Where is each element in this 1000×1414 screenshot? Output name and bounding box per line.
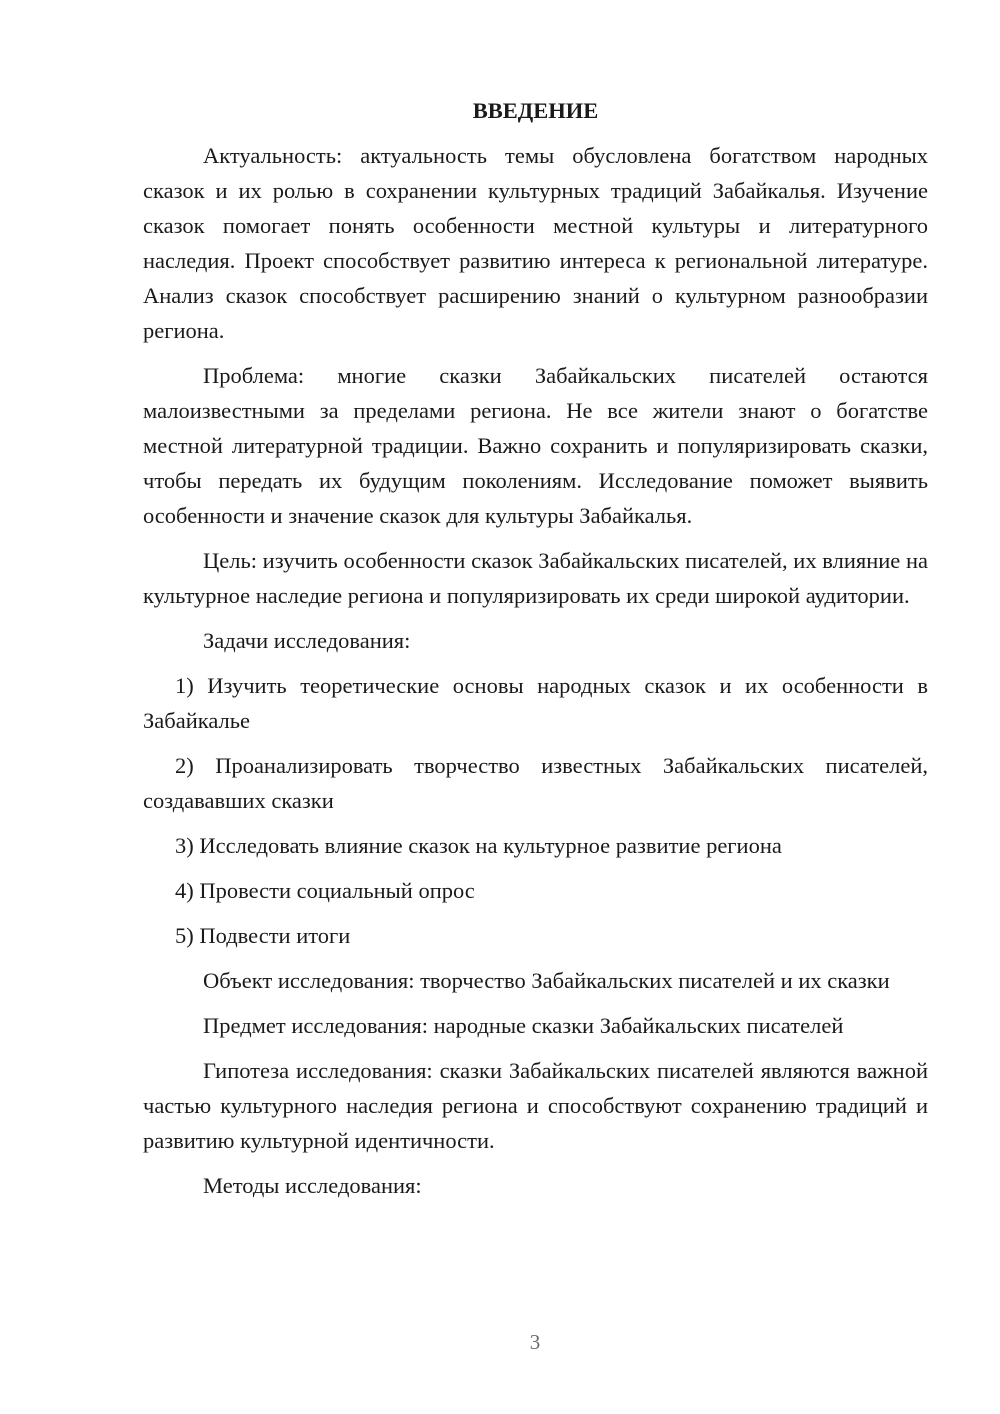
- paragraph-relevance: Актуальность: актуальность темы обусловлена богатством народных сказок и их ролью в сохранении культурных традиций Забайкалья. Изучение сказок помогает понять особенности местной культуры и литературного наследия. Проект способствует развитию интереса к региональной литературе. Анализ сказок способствует расширению знаний о культурном разнообразии региона.: [143, 143, 928, 343]
- section-title: ВВЕДЕНИЕ: [472, 98, 599, 123]
- paragraph-hypothesis: Гипотеза исследования: сказки Забайкальских писателей являются важной частью культурного наследия региона и способствуют сохранению традиций и развитию культурной идентичности.: [143, 1058, 928, 1153]
- task-item: 1) Изучить теоретические основы народных сказок и их особенности в Забайкалье: [143, 673, 928, 733]
- task-item: 2) Проанализировать творчество известных Забайкальских писателей, создававших сказки: [143, 753, 928, 813]
- paragraph-subject: Предмет исследования: народные сказки Забайкальских писателей: [203, 1013, 844, 1038]
- task-item: 4) Провести социальный опрос: [175, 878, 475, 903]
- task-item: 5) Подвести итоги: [175, 923, 351, 948]
- paragraph-object: Объект исследования: творчество Забайкальских писателей и их сказки: [203, 968, 890, 993]
- paragraph-goal: Цель: изучить особенности сказок Забайкальских писателей, их влияние на культурное наследие региона и популяризировать их среди широкой аудитории.: [143, 548, 928, 608]
- page-number: 3: [529, 1330, 541, 1354]
- task-item: 3) Исследовать влияние сказок на культурное развитие региона: [175, 833, 782, 858]
- paragraph-methods: Методы исследования:: [203, 1173, 422, 1198]
- paragraph-tasks-heading: Задачи исследования:: [203, 628, 411, 653]
- page-content: [143, 93, 928, 1213]
- paragraph-problem: Проблема: многие сказки Забайкальских писателей остаются малоизвестными за пределами региона. Не все жители знают о богатстве местной литературной традиции. Важно сохранить и популяризировать сказки, чтобы передать их будущим поколениям. Исследование поможет выявить особенности и значение сказок для культуры Забайкалья.: [143, 363, 928, 528]
